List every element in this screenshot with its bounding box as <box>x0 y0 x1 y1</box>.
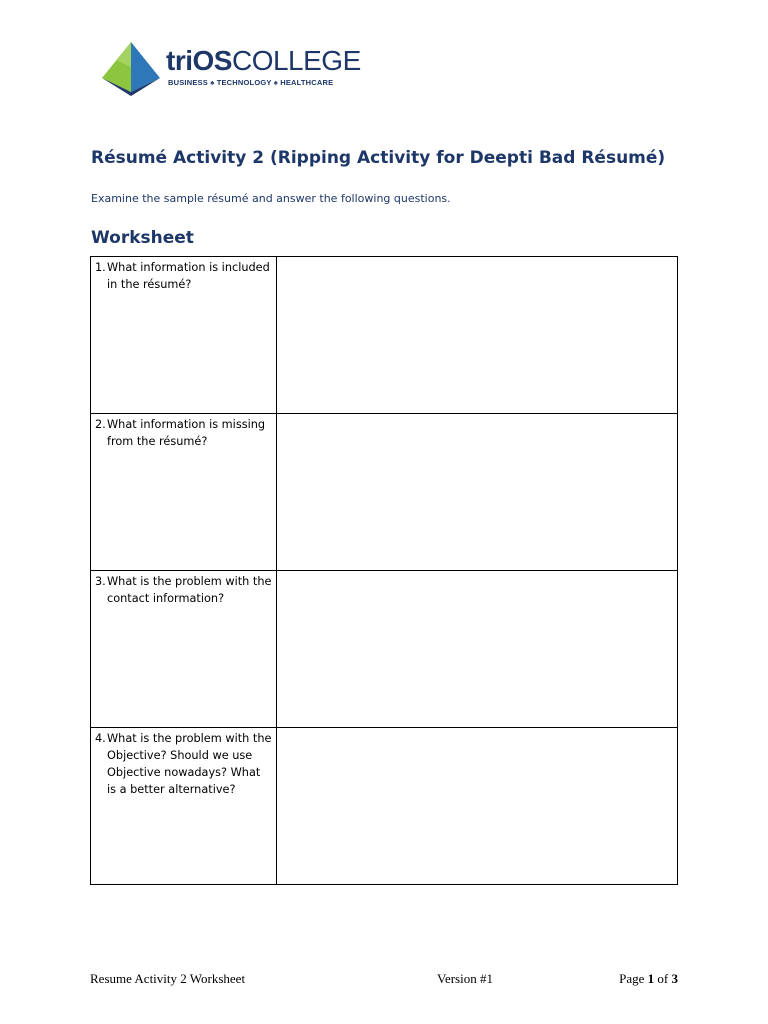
question-number: 2. <box>95 418 106 431</box>
page-footer <box>90 971 678 991</box>
question-row <box>91 571 678 728</box>
question-number: 3. <box>95 575 106 588</box>
page-total: 3 <box>671 971 678 986</box>
logo-wordmark <box>166 46 361 76</box>
question-text: What is the problem with the Objective? Should we use Objective nowadays? What is a better alternative? <box>107 732 272 796</box>
question-cell <box>91 571 277 728</box>
footer-document-name: Resume Activity 2 Worksheet <box>90 971 246 986</box>
question-cell <box>91 728 277 885</box>
logo-brand-light: COLLEGE <box>231 45 361 76</box>
page-current: 1 <box>647 971 655 986</box>
question-row <box>91 728 678 885</box>
footer-version: Version #1 <box>437 971 493 986</box>
worksheet-table <box>90 256 678 885</box>
logo-tagline: BUSINESS ♠ TECHNOLOGY ♠ HEALTHCARE <box>168 78 334 87</box>
question-text: What information is missing from the résumé? <box>107 418 266 448</box>
question-number: 1. <box>95 261 106 274</box>
pyramid-logo-icon <box>100 40 162 98</box>
instructions-text: Examine the sample résumé and answer the following questions. <box>91 192 451 205</box>
question-cell <box>91 257 277 414</box>
question-row <box>91 414 678 571</box>
footer-page-number <box>619 971 678 987</box>
answer-cell[interactable] <box>276 414 677 571</box>
logo-brand-bold: triOS <box>166 45 232 76</box>
question-row <box>91 257 678 414</box>
question-text: What is the problem with the contact information? <box>107 575 272 605</box>
page-label: Page <box>619 971 645 986</box>
document-title: Résumé Activity 2 (Ripping Activity for Deepti Bad Résumé) <box>91 148 666 168</box>
question-text: What information is included in the résumé? <box>107 261 270 291</box>
worksheet-heading: Worksheet <box>91 228 194 248</box>
question-number: 4. <box>95 732 106 745</box>
answer-cell[interactable] <box>276 728 677 885</box>
college-logo <box>100 40 360 100</box>
answer-cell[interactable] <box>276 257 677 414</box>
question-cell <box>91 414 277 571</box>
answer-cell[interactable] <box>276 571 677 728</box>
page-of-label: of <box>657 971 669 986</box>
